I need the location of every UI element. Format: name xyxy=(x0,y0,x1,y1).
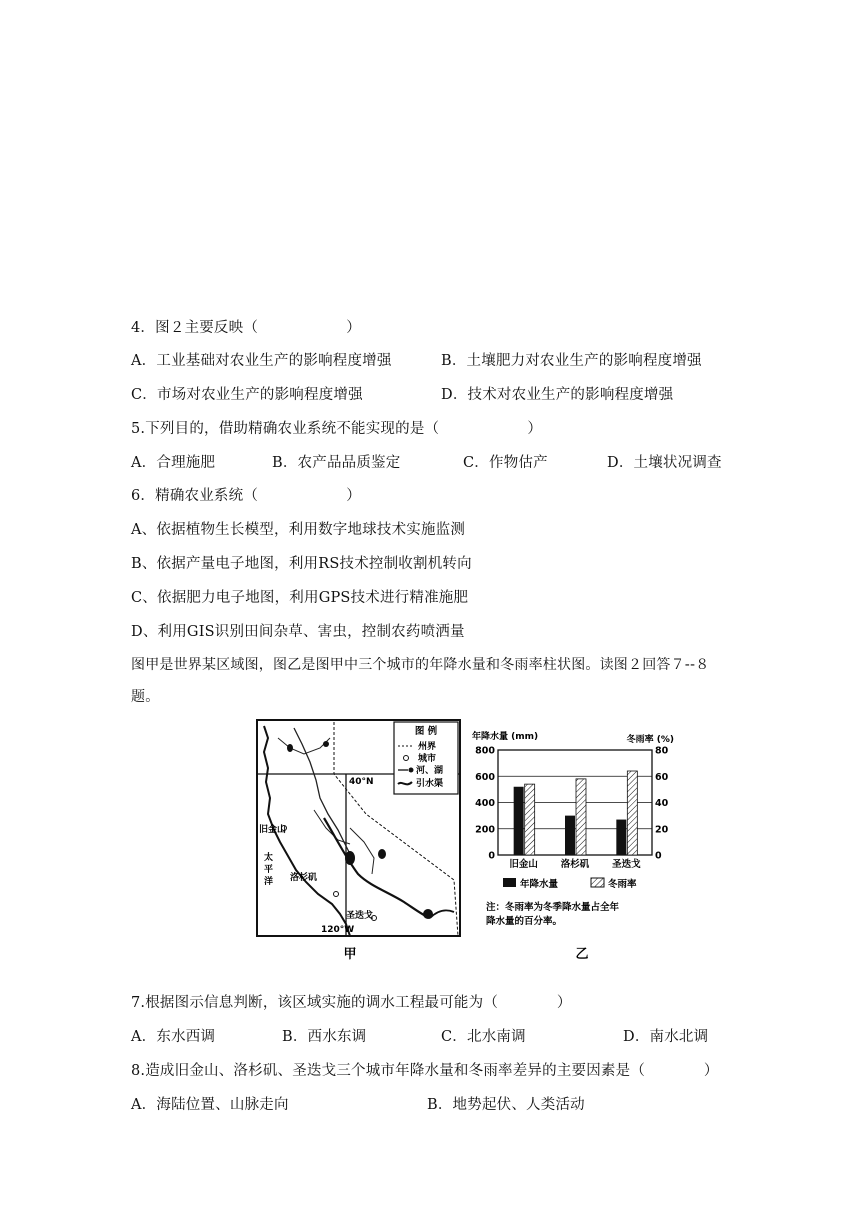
chart-category-label: 圣迭戈 xyxy=(612,859,641,870)
map-caption: 甲 xyxy=(343,947,357,962)
chart-category-label: 旧金山 xyxy=(509,859,538,870)
q4-option-c: C．市场对农业生产的影响程度增强 xyxy=(131,387,363,403)
ocean-label-3: 洋 xyxy=(264,877,274,887)
intro-line-2: 题。 xyxy=(131,689,160,705)
legend-city-symbol xyxy=(404,756,409,761)
lake-4 xyxy=(323,741,329,747)
lon-label: 120°W xyxy=(321,925,355,935)
ocean-label-2: 平 xyxy=(264,865,274,875)
q4-option-d: D．技术对农业生产的影响程度增强 xyxy=(441,387,674,403)
chart-y2tick-label: 40 xyxy=(655,798,669,809)
chart-ytick-label: 600 xyxy=(475,771,495,783)
chart-y2tick-label: 0 xyxy=(655,850,662,862)
lat-label: 40°N xyxy=(349,777,374,787)
lake-2 xyxy=(378,849,386,859)
lake-1 xyxy=(345,851,355,865)
q4-option-b: B．土壤肥力对农业生产的影响程度增强 xyxy=(441,353,702,369)
legend-title: 图 例 xyxy=(414,726,438,737)
lake-3 xyxy=(287,744,293,752)
intro-line-1: 图甲是世界某区域图，图乙是图甲中三个城市的年降水量和冬雨率柱状图。读图２回答７--８ xyxy=(131,657,710,673)
q8-option-b: B．地势起伏、人类活动 xyxy=(427,1097,585,1113)
q4-option-a: A．工业基础对农业生产的影响程度增强 xyxy=(131,353,392,369)
q8-stem: 8.造成旧金山、洛杉矶、圣迭戈三个城市年降水量和冬雨率差异的主要因素是（ ） xyxy=(131,1063,719,1079)
q7-option-d: D．南水北调 xyxy=(623,1029,709,1045)
q4-stem: 4．图２主要反映（ ） xyxy=(131,320,361,336)
bar-annual-precip xyxy=(514,787,524,855)
bar-annual-precip xyxy=(616,820,626,855)
legend-winter: 冬雨率 xyxy=(608,879,637,890)
q5-option-a: A．合理施肥 xyxy=(131,455,216,471)
legend-annual: 年降水量 xyxy=(520,879,559,890)
q5-option-d: D．土壤状况调查 xyxy=(607,455,722,471)
chart-ytick-label: 0 xyxy=(488,850,495,862)
legend-state: 州界 xyxy=(418,742,437,752)
bar-winter-rain-rate xyxy=(576,779,586,855)
city-label-sf: 旧金山 xyxy=(259,825,287,835)
q8-option-a: A．海陆位置、山脉走向 xyxy=(131,1097,289,1113)
legend-lake-symbol xyxy=(409,768,414,773)
q7-option-a: A．东水西调 xyxy=(131,1029,216,1045)
q6-option-d: D、利用GIS识别田间杂草、害虫，控制农药喷洒量 xyxy=(131,624,465,640)
bar-winter-rain-rate xyxy=(525,784,535,855)
city-label-sd: 圣迭戈 xyxy=(346,911,374,921)
q5-option-b: B．农产品品质鉴定 xyxy=(272,455,401,471)
q7-stem: 7.根据图示信息判断，该区域实施的调水工程最可能为（ ） xyxy=(131,995,572,1011)
bar-annual-precip xyxy=(565,816,575,855)
ocean-label-1: 太 xyxy=(264,853,274,863)
chart-caption: 乙 xyxy=(575,947,589,962)
chart-panel xyxy=(472,730,674,962)
chart-y2tick-label: 20 xyxy=(655,824,669,836)
chart-y2label: 冬雨率 (%) xyxy=(626,735,674,745)
lake-salton xyxy=(423,909,433,919)
q7-option-b: B．西水东调 xyxy=(282,1029,367,1045)
chart-y2tick-label: 60 xyxy=(655,771,669,783)
legend-aqueduct: 引水渠 xyxy=(416,779,444,789)
chart-category-label: 洛杉矶 xyxy=(560,859,590,870)
legend-winter-swatch xyxy=(591,878,604,887)
legend-annual-swatch xyxy=(503,878,516,887)
q6-option-c: C、依据肥力电子地图，利用GPS技术进行精准施肥 xyxy=(131,590,469,606)
city-marker-la xyxy=(334,892,339,897)
chart-note-2: 降水量的百分率。 xyxy=(486,916,563,927)
map-panel xyxy=(257,720,460,962)
q6-option-a: A、依据植物生长模型，利用数字地球技术实施监测 xyxy=(131,522,466,538)
q6-stem: 6．精确农业系统（ ） xyxy=(131,488,361,504)
q6-option-b: B、依据产量电子地图，利用RS技术控制收割机转向 xyxy=(131,556,472,572)
q7-option-c: C．北水南调 xyxy=(441,1029,526,1045)
chart-ylabel: 年降水量 (mm) xyxy=(472,732,539,742)
legend-city: 城市 xyxy=(418,754,437,764)
chart-note-1: 注：冬雨率为冬季降水量占全年 xyxy=(486,902,620,913)
bar-winter-rain-rate xyxy=(627,771,637,855)
q5-option-c: C．作物估产 xyxy=(463,455,548,471)
city-label-la: 洛杉矶 xyxy=(290,873,318,883)
figure-2 xyxy=(254,718,690,964)
chart-ytick-label: 400 xyxy=(475,798,495,809)
q5-stem: 5.下列目的，借助精确农业系统不能实现的是（ ） xyxy=(131,421,543,437)
legend-river: 河、湖 xyxy=(416,766,444,776)
chart-y2tick-label: 80 xyxy=(655,745,669,757)
chart-ytick-label: 800 xyxy=(475,745,495,757)
chart-ytick-label: 200 xyxy=(475,824,495,836)
